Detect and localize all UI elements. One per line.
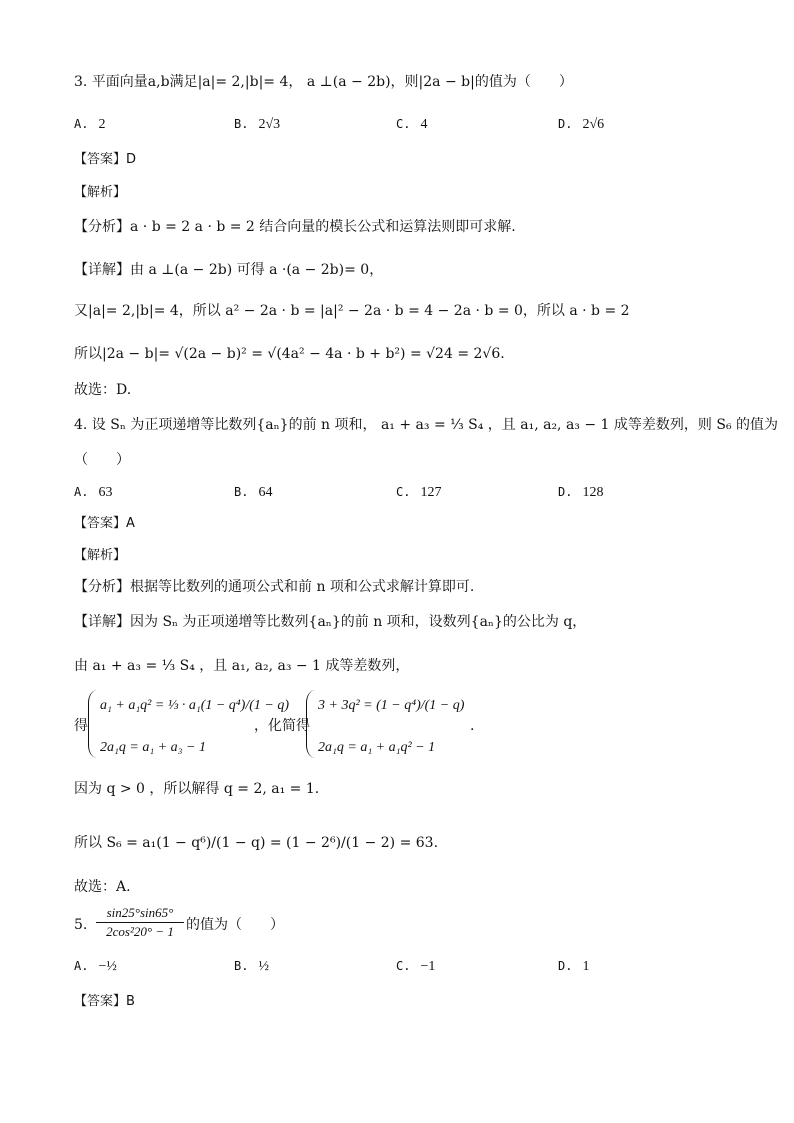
q4-system-lead: 得 <box>74 718 88 734</box>
q4-system2-row1: 3 + 3q² = (1 − q⁴)/(1 − q) <box>318 698 465 713</box>
q3-option-b <box>234 114 280 135</box>
q5-stem-tail: 的值为（ ） <box>186 917 284 933</box>
q5-option-b <box>234 956 269 977</box>
q3-jiexi-heading: 【解析】 <box>74 185 127 200</box>
q3-answer: 【答案】D <box>74 152 137 167</box>
option-text: ½ <box>258 959 269 974</box>
q3-option-a <box>74 114 105 135</box>
option-letter: D. <box>558 117 573 131</box>
option-letter: C. <box>396 959 411 973</box>
q5-option-c <box>396 956 435 977</box>
q3-option-d <box>558 114 604 135</box>
option-text: −½ <box>98 959 117 974</box>
q4-system1-row2: 2a₁q = a₁ + a₃ − 1 <box>100 740 206 755</box>
q4-jiexi-heading: 【解析】 <box>74 548 127 563</box>
q3-detail-2: 又|a|= 2,|b|= 4，所以 a² − 2a · b = |a|² − 2a · b = 4 − 2a · b = 0，所以 a · b = 2 <box>74 303 630 319</box>
q4-detail-4: 因为 q > 0 ，所以解得 q = 2, a₁ = 1. <box>74 781 320 797</box>
q5-fraction <box>96 904 184 941</box>
q4-detail-5: 所以 S₆ = a₁(1 − q⁶)/(1 − q) = (1 − 2⁶)/(1 − 2) = 63. <box>74 835 439 851</box>
q4-answer: 【答案】A <box>74 516 135 531</box>
q4-option-b <box>234 482 272 503</box>
q4-option-c <box>396 482 441 503</box>
q4-stem-line-2: （ ） <box>74 452 130 468</box>
left-brace <box>88 690 97 758</box>
option-letter: A. <box>74 959 89 973</box>
left-brace <box>306 690 315 758</box>
option-letter: B. <box>234 959 249 973</box>
q3-option-c <box>396 114 427 135</box>
q3-stem: 3. 平面向量a,b满足|a|= 2,|b|= 4， a ⊥(a − 2b)，则|2a − b|的值为（ ） <box>74 74 573 90</box>
q5-option-d <box>558 956 589 977</box>
option-text: −1 <box>420 959 436 974</box>
option-letter: C. <box>396 485 411 499</box>
option-text: 1 <box>582 959 590 974</box>
q5-number: 5. <box>74 917 88 933</box>
q4-detail-1: 【详解】因为 Sₙ 为正项递增等比数列{aₙ}的前 n 项和，设数列{aₙ}的公比为 q， <box>74 614 587 630</box>
fraction-denominator: 2cos²20° − 1 <box>106 924 174 939</box>
option-text: 64 <box>258 485 273 500</box>
option-letter: B. <box>234 485 249 499</box>
q4-option-a <box>74 482 112 503</box>
option-text: 2√6 <box>582 117 605 132</box>
option-text: 127 <box>420 485 442 500</box>
q5-answer: 【答案】B <box>74 994 135 1009</box>
option-letter: C. <box>396 117 411 131</box>
option-text: 2 <box>98 117 106 132</box>
option-text: 63 <box>98 485 113 500</box>
q3-analysis: 【分析】a · b = 2 a · b = 2 结合向量的模长公式和运算法则即可求解. <box>74 219 516 235</box>
q3-detail-3: 所以|2a − b|= √(2a − b)² = √(4a² − 4a · b + b²) = √24 = 2√6. <box>74 346 505 362</box>
option-text: 2√3 <box>258 117 281 132</box>
q4-system1-row1: a₁ + a₁q² = ⅓ · a₁(1 − q⁴)/(1 − q) <box>100 698 289 713</box>
q4-system-end: . <box>470 718 475 734</box>
q3-detail-1: 【详解】由 a ⊥(a − 2b) 可得 a ·(a − 2b)= 0， <box>74 262 384 278</box>
q4-option-d <box>558 482 603 503</box>
q4-stem-line-1: 4. 设 Sₙ 为正项递增等比数列{aₙ}的前 n 项和， a₁ + a₃ = ⅓ S₄ ，且 a₁, a₂, a₃ − 1 成等差数列，则 S₆ 的值为 <box>74 417 779 433</box>
option-letter: A. <box>74 117 89 131</box>
option-letter: B. <box>234 117 249 131</box>
option-text: 128 <box>582 485 604 500</box>
q4-detail-2: 由 a₁ + a₃ = ⅓ S₄ ，且 a₁, a₂, a₃ − 1 成等差数列， <box>74 658 410 674</box>
option-letter: D. <box>558 959 573 973</box>
option-text: 4 <box>420 117 428 132</box>
q4-analysis: 【分析】根据等比数列的通项公式和前 n 项和公式求解计算即可. <box>74 579 475 595</box>
q3-conclusion: 故选：D. <box>74 382 132 398</box>
q4-conclusion: 故选：A. <box>74 879 131 895</box>
q5-option-a <box>74 956 117 977</box>
option-letter: D. <box>558 485 573 499</box>
q4-system-mid: ，化简得 <box>254 718 310 734</box>
option-letter: A. <box>74 485 89 499</box>
q4-system2-row2: 2a₁q = a₁ + a₁q² − 1 <box>318 740 436 755</box>
fraction-numerator: sin25°sin65° <box>96 904 184 923</box>
